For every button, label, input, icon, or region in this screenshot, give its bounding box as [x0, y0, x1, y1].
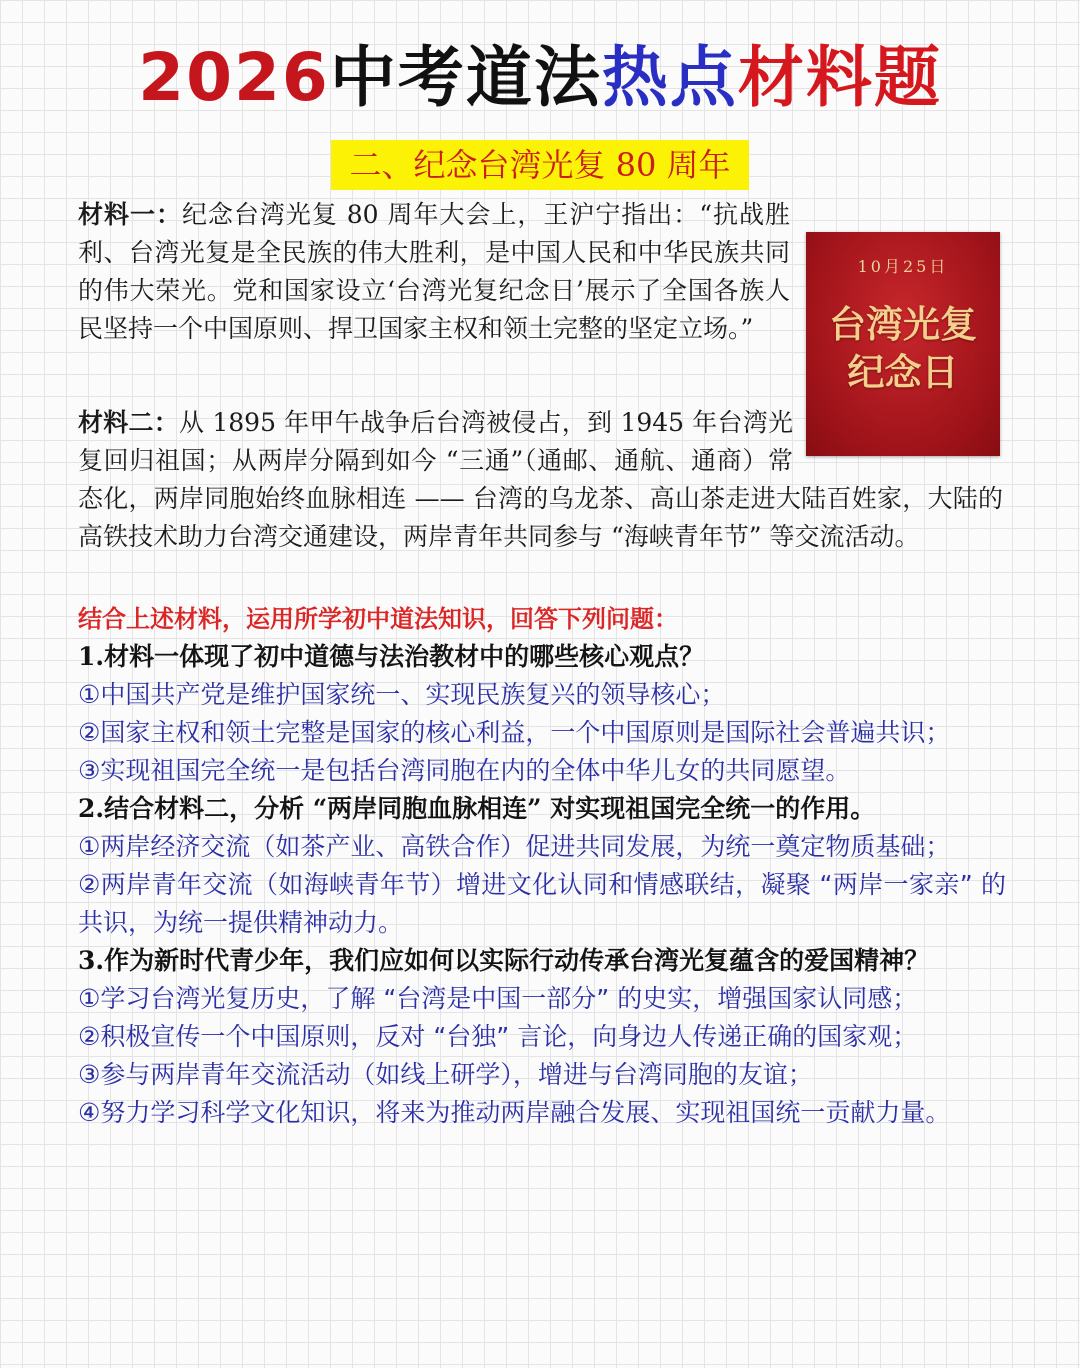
answer-1-1: ①中国共产党是维护国家统一、实现民族复兴的领导核心；	[78, 680, 726, 709]
answer-3-1: ①学习台湾光复历史，了解 “台湾是中国一部分” 的史实，增强国家认同感；	[78, 984, 918, 1013]
taiwan-restoration-day-image	[806, 232, 1000, 456]
title-segment-hot: 热点	[601, 39, 738, 116]
material-two-label: 材料二：	[78, 408, 179, 437]
answer-3-3: ③参与两岸青年交流活动（如线上研学），增进与台湾同胞的友谊；	[78, 1060, 813, 1089]
answer-2-1: ①两岸经济交流（如茶产业、高铁合作）促进共同发展，为统一奠定物质基础；	[78, 832, 951, 861]
title-segment-year: 2026	[138, 39, 330, 116]
title-segment-subject: 中考道法	[329, 39, 602, 116]
question-1: 1.材料一体现了初中道德与法治教材中的哪些核心观点？	[78, 642, 705, 671]
answer-1-3: ③实现祖国完全统一是包括台湾同胞在内的全体中华儿女的共同愿望。	[78, 756, 851, 785]
material-one	[78, 196, 790, 348]
title-segment-type: 材料题	[737, 39, 942, 116]
answer-3-2: ②积极宣传一个中国原则，反对 “台独” 言论，向身边人传递正确的国家观；	[78, 1022, 918, 1051]
answer-3-4: ④努力学习科学文化知识，将来为推动两岸融合发展、实现祖国统一贡献力量。	[78, 1098, 951, 1127]
material-one-text: 纪念台湾光复 80 周年大会上，王沪宁指出：“抗战胜利、台湾光复是全民族的伟大胜利，是中国人民和中华民族共同的伟大荣光。党和国家设立‘台湾光复纪念日’展示了全国各族人民坚持一个中国原则、捍卫国家主权和领土完整的坚定立场。”	[78, 200, 790, 343]
answer-2-2: ②两岸青年交流（如海峡青年节）增进文化认同和情感联结，凝聚 “两岸一家亲” 的共识，为统一提供精神动力。	[78, 870, 1006, 937]
question-3: 3.作为新时代青少年，我们应如何以实际行动传承台湾光复蕴含的爱国精神？	[78, 946, 930, 975]
badge-date: 10月25日	[857, 257, 949, 276]
material-two-text: 从 1895 年甲午战争后台湾被侵占，到 1945 年台湾光复回归祖国；从两岸分隔到如今 “三通”（通邮、通航、通商）常态化，两岸同胞始终血脉相连 —— 台湾的乌龙茶、高山茶走进大陆百姓家，大陆的高铁技术助力台湾交通建设，两岸青年共同参与 “海峡青年节” 等交流活动。	[78, 408, 1003, 551]
answer-1-2: ②国家主权和领土完整是国家的核心利益，一个中国原则是国际社会普遍共识；	[78, 718, 951, 747]
section-subtitle: 二、纪念台湾光复 80 周年	[331, 140, 749, 190]
question-2: 2.结合材料二，分析 “两岸同胞血脉相连” 对实现祖国完全统一的作用。	[78, 794, 876, 823]
badge-line-2: 纪念日	[847, 351, 959, 394]
material-one-label: 材料一：	[78, 200, 182, 229]
badge-line-1: 台湾光复	[829, 303, 977, 346]
page-title	[0, 28, 1080, 128]
instruction-text: 结合上述材料，运用所学初中道法知识，回答下列问题：	[78, 605, 678, 633]
question-section	[78, 600, 1006, 1132]
